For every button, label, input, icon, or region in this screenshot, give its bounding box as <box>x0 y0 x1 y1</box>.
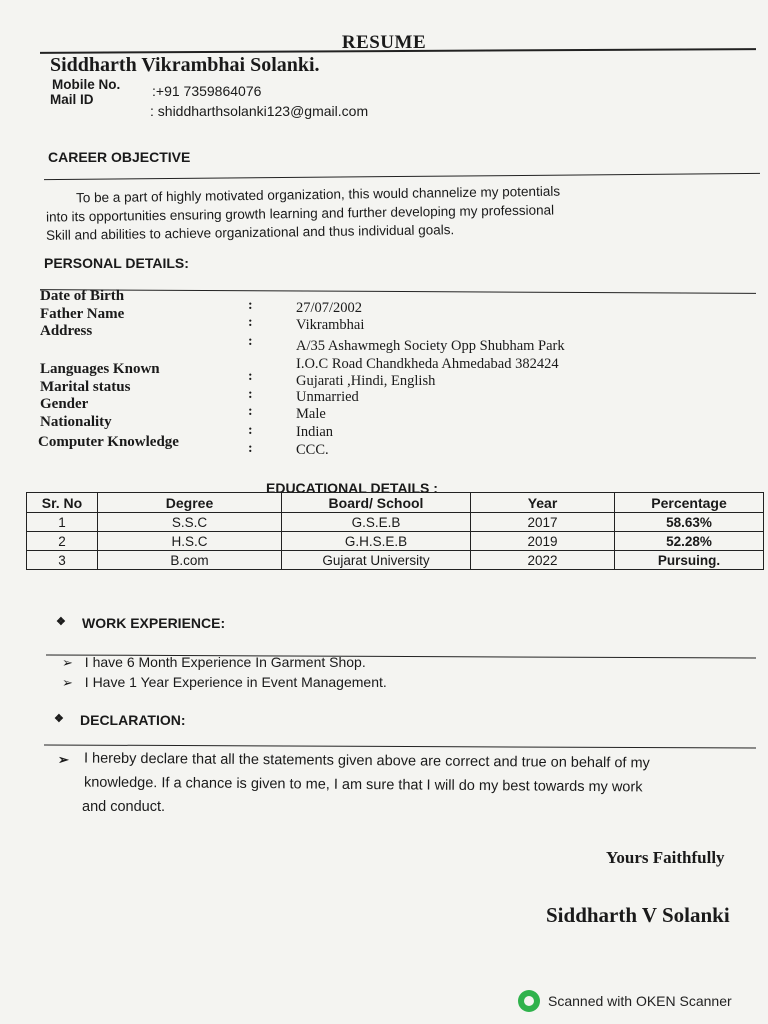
mail-value: : shiddharthsolanki123@gmail.com <box>150 103 369 119</box>
nationality-colon: : <box>248 423 253 438</box>
col-board: Board/ School <box>282 493 471 513</box>
diamond-bullet-icon: ❖ <box>54 713 64 725</box>
resume-title: RESUME <box>341 32 427 53</box>
career-line-3: Skill and abilities to achieve organizational and thus individual goals. <box>45 222 455 243</box>
career-line-2: into its opportunities ensuring growth learning and further developing my professional <box>45 202 555 225</box>
address-colon: : <box>248 334 253 349</box>
address-line-1: A/35 Ashawmegh Society Opp Shubham Park <box>296 338 565 354</box>
cell-sr-no: 1 <box>27 513 98 532</box>
nationality-label: Nationality <box>40 414 112 430</box>
cell-board: G.H.S.E.B <box>282 532 471 551</box>
declaration-line-1: I hereby declare that all the statements given above are correct and true on behalf of my <box>83 750 650 772</box>
dob-colon: : <box>248 298 253 313</box>
scanner-watermark-text: Scanned with OKEN Scanner <box>548 993 732 1009</box>
signature-name: Siddharth V Solanki <box>546 903 730 927</box>
marital-status-colon: : <box>248 387 253 402</box>
computer-knowledge-value: CCC. <box>296 442 329 458</box>
career-line-1: To be a part of highly motivated organization, this would channelize my potentials <box>75 183 561 206</box>
table-row <box>27 513 764 532</box>
arrow-bullet-icon: ➢ <box>62 675 73 690</box>
work-item-text: I Have 1 Year Experience in Event Management. <box>84 674 387 690</box>
cell-board: G.S.E.B <box>282 513 471 532</box>
education-table <box>26 492 764 570</box>
work-experience-heading: WORK EXPERIENCE: <box>82 615 226 631</box>
list-item <box>62 674 387 691</box>
cell-sr-no: 2 <box>27 532 98 551</box>
diamond-bullet-icon: ❖ <box>56 616 66 628</box>
languages-label: Languages Known <box>40 361 160 377</box>
father-name-colon: : <box>248 315 253 330</box>
col-degree: Degree <box>98 493 282 513</box>
cell-percentage: Pursuing. <box>615 551 764 570</box>
list-item <box>62 654 366 671</box>
mail-label: Mail ID <box>50 92 94 107</box>
arrow-bullet-icon: ➢ <box>58 752 69 767</box>
father-name-label: Father Name <box>40 306 125 322</box>
col-percentage: Percentage <box>615 493 764 513</box>
personal-details-heading: PERSONAL DETAILS: <box>44 255 189 271</box>
oken-scanner-logo-icon <box>518 990 540 1012</box>
arrow-bullet-icon: ➢ <box>62 655 73 670</box>
cell-sr-no: 3 <box>27 551 98 570</box>
marital-status-value: Unmarried <box>296 389 359 405</box>
dob-label: Date of Birth <box>40 288 125 304</box>
cell-percentage: 52.28% <box>615 532 764 551</box>
career-rule <box>44 173 760 180</box>
declaration-rule <box>44 744 756 748</box>
declaration-line-3: and conduct. <box>82 799 166 815</box>
nationality-value: Indian <box>296 424 334 440</box>
languages-value: Gujarati ,Hindi, English <box>296 373 436 389</box>
declaration-heading: DECLARATION: <box>80 712 186 728</box>
table-row <box>27 551 764 570</box>
address-label: Address <box>40 323 93 339</box>
mobile-value: :+91 7359864076 <box>152 83 262 99</box>
gender-value: Male <box>296 406 326 422</box>
gender-colon: : <box>248 404 253 419</box>
cell-degree: H.S.C <box>98 532 282 551</box>
yours-faithfully: Yours Faithfully <box>606 848 725 867</box>
candidate-name: Siddharth Vikrambhai Solanki. <box>50 54 320 76</box>
computer-knowledge-colon: : <box>248 441 253 456</box>
scanner-watermark <box>518 990 732 1012</box>
col-sr-no: Sr. No <box>27 493 98 513</box>
cell-degree: B.com <box>98 551 282 570</box>
cell-percentage: 58.63% <box>615 513 764 532</box>
computer-knowledge-label: Computer Knowledge <box>38 434 179 450</box>
career-objective-heading: CAREER OBJECTIVE <box>48 149 191 165</box>
table-row <box>27 532 764 551</box>
address-line-2: I.O.C Road Chandkheda Ahmedabad 382424 <box>296 356 559 372</box>
dob-value: 27/07/2002 <box>296 300 363 316</box>
education-header-row <box>27 493 764 513</box>
marital-status-label: Marital status <box>40 379 131 395</box>
father-name-value: Vikrambhai <box>296 317 365 333</box>
cell-board: Gujarat University <box>282 551 471 570</box>
languages-colon: : <box>248 369 253 384</box>
declaration-line-2: knowledge. If a chance is given to me, I am sure that I will do my best towards my work <box>83 774 643 796</box>
work-item-text: I have 6 Month Experience In Garment Shop. <box>84 654 366 670</box>
educational-details-heading: EDUCATIONAL DETAILS : <box>266 480 438 496</box>
cell-year: 2017 <box>471 513 615 532</box>
cell-year: 2019 <box>471 532 615 551</box>
mobile-label: Mobile No. <box>52 77 121 92</box>
personal-rule <box>40 289 756 294</box>
gender-label: Gender <box>40 396 89 412</box>
col-year: Year <box>471 493 615 513</box>
cell-year: 2022 <box>471 551 615 570</box>
cell-degree: S.S.C <box>98 513 282 532</box>
